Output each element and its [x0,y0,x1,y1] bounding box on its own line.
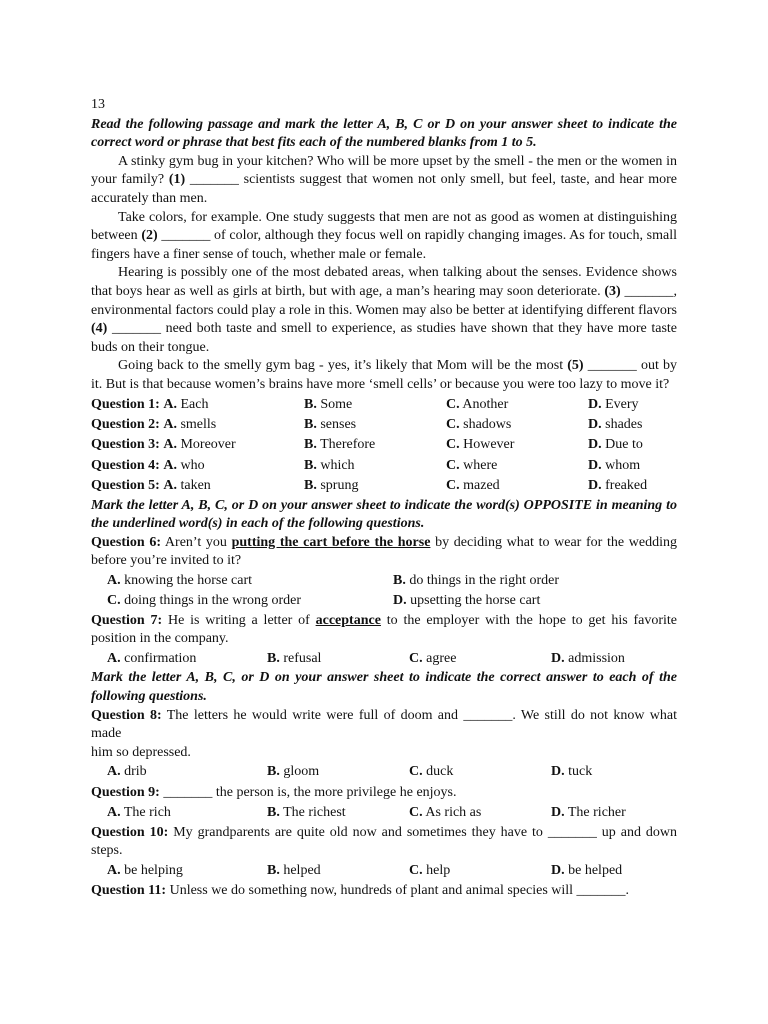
option-a: Question 2: A. smells [91,416,217,432]
option-d: D. Due to [588,437,643,453]
question-4-options [91,456,677,476]
option-c: C. duck [409,764,454,780]
underlined-word: acceptance [315,612,381,628]
option-c: C. shadows [446,416,512,432]
blank-number: (2) [141,228,158,244]
question-6-stem: Question 6: Aren’t you putting the cart before the horse by deciding what to wear for the wedding before you’re invited to it? [91,534,677,569]
question-9-stem: Question 9: _______ the person is, the more privilege he enjoys. [91,784,457,800]
option-b: B. which [304,457,355,473]
question-7-stem: Question 7: He is writing a letter of acceptance to the employer with the hope to get his favorite position in the company. [91,612,678,647]
question-8-stem-continued: him so depressed. [91,744,191,760]
option-d: D. shades [588,416,643,432]
option-c: C. doing things in the wrong order [107,593,302,609]
option-a: A. drib [107,764,147,780]
question-11-stem: Question 11: Unless we do something now, hundreds of plant and animal species will _______. [91,883,630,899]
question-9-options [91,803,677,823]
option-d: D. upsetting the horse cart [393,593,541,609]
option-c: C. mazed [446,478,500,494]
passage-text: A stinky gym bug in your kitchen? Who will be more upset by the smell - the men or the women in your family? [91,153,677,188]
question-7-options [91,649,677,669]
passage-paragraph-3 [91,264,677,357]
passage-paragraph-2 [91,209,677,265]
passage-text: Going back to the smelly gym bag - yes, it’s likely that Mom will be the most [118,358,564,374]
option-d: D. be helped [551,862,623,878]
option-a: Question 5: A. taken [91,478,211,494]
option-a: Question 1: A. Each [91,396,209,412]
question-8-stem: Question 8: The letters he would write were full of doom and _______. We still do not know what made [91,707,678,742]
question-5-options [91,476,677,496]
question-10-options [91,861,677,881]
question-8-options [91,762,677,782]
option-c: C. As rich as [409,805,482,821]
question-3-options [91,435,677,455]
option-b: B. senses [304,416,357,432]
blank-number: (5) [567,358,584,374]
passage-text: _______ out by it. But is that because women’s brains have more ‘smell cells’ or because you were too lazy to move it? [91,358,677,392]
page-content [91,96,677,902]
option-b: B. Therefore [304,437,376,453]
option-b: B. refusal [267,650,322,666]
section3-instruction: Mark the letter A, B, C, or D on your answer sheet to indicate the correct answer to each of the following questions. [91,670,677,704]
underlined-phrase: putting the cart before the horse [231,534,431,550]
passage-text: _______ of color, although they focus well on rapidly changing images. As for touch, small fingers have a finer sense of touch, whether male or female. [91,228,677,262]
option-d: D. The richer [551,805,626,821]
option-a: Question 3: A. Moreover [91,437,236,453]
passage-paragraph-1 [91,153,677,209]
option-a: A. knowing the horse cart [107,572,253,588]
option-c: C. where [446,457,498,473]
option-b: B. do things in the right order [393,572,560,588]
question-10-stem: Question 10: My grandparents are quite old now and sometimes they have to _______ up and down steps. [91,824,677,859]
option-c: C. help [409,862,451,878]
passage-text: Hearing is possibly one of the most debated areas, when talking about the senses. Evidence shows that boys hear as well as girls at birth, but with age, a man’s hearing may soon deteriorate. [91,265,677,299]
option-b: B. gloom [267,764,320,780]
option-d: D. admission [551,650,625,666]
option-a: A. The rich [107,805,171,821]
option-d: D. freaked [588,478,648,494]
option-d: D. Every [588,396,639,412]
option-b: B. sprung [304,478,359,494]
option-b: B. The richest [267,805,346,821]
passage-text: _______ need both taste and smell to experience, as studies have shown that they have more taste buds on their tongue. [91,321,678,355]
option-a: A. confirmation [107,650,197,666]
passage-paragraph-4 [91,357,677,394]
option-c: C. agree [409,650,457,666]
option-c: C. However [446,437,515,453]
passage-text: _______ scientists suggest that women not only smell, but feel, taste, and hear more accurately than men. [91,172,677,206]
page-number: 13 [91,97,105,112]
option-c: C. Another [446,396,509,412]
option-d: D. tuck [551,764,593,780]
blank-number: (3) [604,283,621,299]
blank-number: (4) [91,321,108,337]
option-a: A. be helping [107,862,183,878]
passage-text: Take colors, for example. One study suggests that men are not as good as women at distinguishing between [91,209,677,244]
option-a: Question 4: A. who [91,457,205,473]
option-b: B. helped [267,862,321,878]
passage-text: _______, environmental factors could play a role in this. Women may also be better at identifying different flavors [91,283,678,318]
option-d: D. whom [588,457,641,473]
question-1-options [91,395,677,415]
section1-instruction: Read the following passage and mark the letter A, B, C or D on your answer sheet to indicate the correct word or phrase that best fits each of the numbered blanks from 1 to 5. [91,116,677,151]
question-2-options [91,415,677,435]
section2-instruction: Mark the letter A, B, C, or D on your answer sheet to indicate the word(s) OPPOSITE in meaning to the underlined word(s) in each of the following questions. [91,497,677,532]
question-6-options [91,571,677,612]
option-b: B. Some [304,396,353,412]
blank-number: (1) [168,172,186,188]
